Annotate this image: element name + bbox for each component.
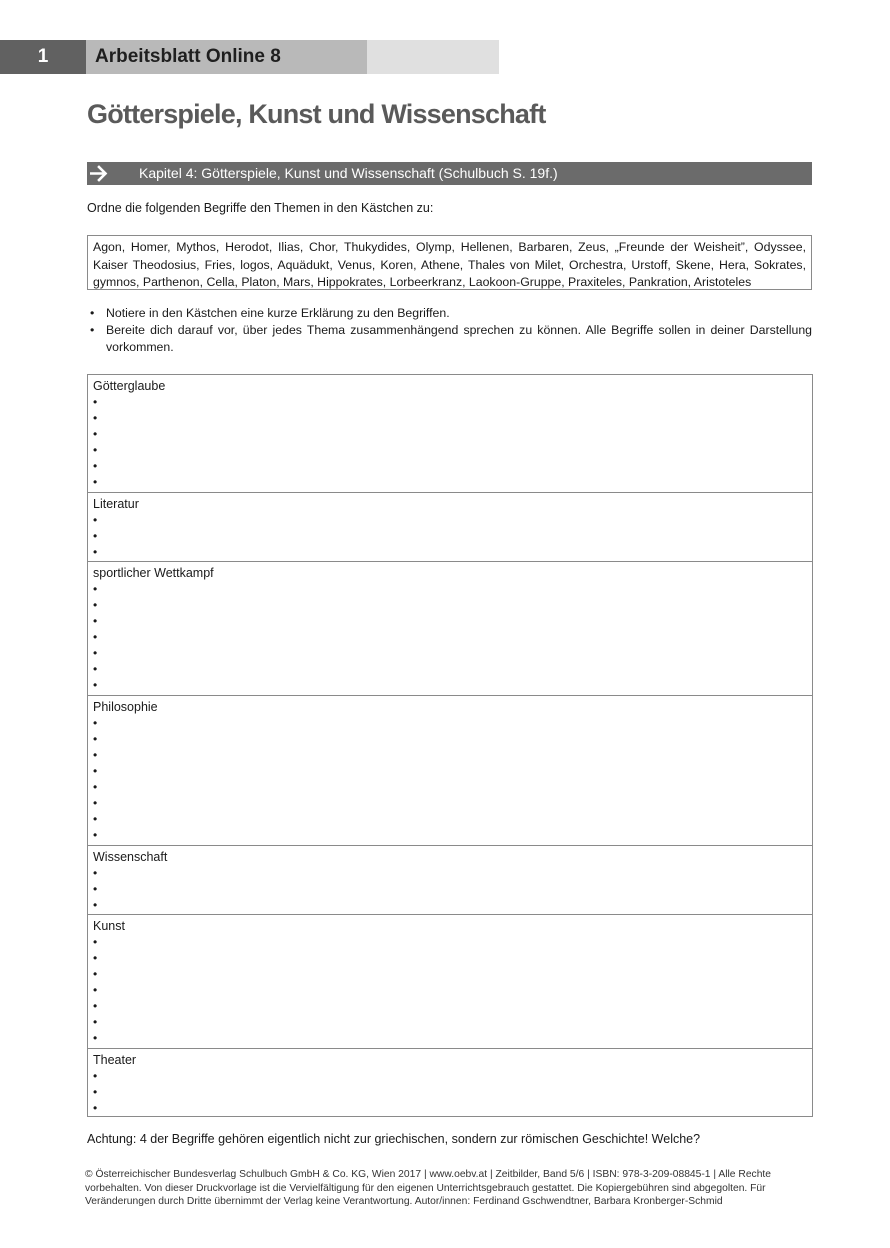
worksheet-header: [0, 40, 499, 74]
bullet-line[interactable]: •: [93, 646, 98, 660]
theme-title: Wissenschaft: [93, 850, 168, 864]
bullet-line[interactable]: •: [93, 866, 98, 880]
theme-title: Theater: [93, 1053, 137, 1067]
bullet-line[interactable]: •: [93, 983, 98, 997]
bullet-line[interactable]: •: [93, 935, 98, 949]
bullet-line[interactable]: •: [93, 459, 98, 473]
bullet-line[interactable]: •: [93, 678, 98, 692]
footer: [85, 1168, 805, 1209]
themes-table: [87, 374, 813, 1117]
worksheet-title: Arbeitsblatt Online 8: [86, 40, 367, 74]
page-number: 1: [0, 40, 86, 74]
bullet-line[interactable]: •: [93, 812, 98, 826]
chapter-title: Kapitel 4: Götterspiele, Kunst und Wissenschaft (Schulbuch S. 19f.): [139, 165, 558, 181]
theme-box[interactable]: [88, 562, 812, 696]
theme-box[interactable]: [88, 1049, 812, 1118]
page-title: Götterspiele, Kunst und Wissenschaft: [87, 99, 546, 129]
bullet-line[interactable]: •: [93, 828, 98, 842]
bullet-line[interactable]: •: [93, 796, 98, 810]
bullet-line[interactable]: •: [93, 582, 98, 596]
instruction-text: Ordne die folgenden Begriffe den Themen in den Kästchen zu:: [87, 201, 434, 215]
bullet-line[interactable]: •: [93, 545, 98, 559]
theme-title: Kunst: [93, 919, 125, 933]
bullet-line[interactable]: •: [93, 1031, 98, 1045]
footer-line: © Österreichischer Bundesverlag Schulbuch GmbH & Co. KG, Wien 2017 | www.oebv.at | Zeitbilder, Band 5/6 | ISBN: 978-3-209-08845-1 | Alle Rechte: [85, 1169, 772, 1180]
note-text: Achtung: 4 der Begriffe gehören eigentlich nicht zur griechischen, sondern zur römischen Geschichte! Welche?: [87, 1132, 701, 1146]
bullet-line[interactable]: •: [93, 529, 98, 543]
theme-title: Philosophie: [93, 700, 158, 714]
theme-box[interactable]: [88, 696, 812, 846]
bullet-line[interactable]: •: [93, 614, 98, 628]
footer-line: vorbehalten. Von dieser Druckvorlage ist die Vervielfältigung für den eigenen Unterrichtsgebrauch gestattet. Die Kopiergebühren sind abgegolten. Für: [85, 1182, 766, 1194]
task-list: [87, 305, 812, 356]
footer-line: Veränderungen durch Dritte übernimmt der Verlag keine Verantwortung. Autor/innen: Ferdinand Gschwendtner, Barbara Kronberger-Schmid: [85, 1196, 723, 1208]
bullet-line[interactable]: •: [93, 898, 98, 912]
header-decoration: [367, 40, 499, 74]
bullet-line[interactable]: •: [93, 764, 98, 778]
bullet-line[interactable]: •: [93, 630, 98, 644]
terms-box: Agon, Homer, Mythos, Herodot, Ilias, Chor, Thukydides, Olymp, Hellenen, Barbaren, Zeus, „Freunde der Weisheit”, Odyssee, Kaiser Theodosius, Fries, logos, Aquädukt, Venus, Koren, Athene, Thales von Milet, Orchestra, Urstoff, Skene, Hera, Sokrates, gymnos, Parthenon, Cella, Platon, Mars, Hippokrates, Lorbeerkranz, Laokoon-Gruppe, Praxiteles, Pankration, Aristoteles: [87, 235, 812, 290]
bullet-line[interactable]: •: [93, 748, 98, 762]
bullet-line[interactable]: •: [93, 1101, 98, 1115]
bullet-line[interactable]: •: [93, 1085, 98, 1099]
chapter-bar: [87, 162, 812, 185]
theme-box[interactable]: [88, 375, 812, 493]
bullet-line[interactable]: •: [93, 732, 98, 746]
bullet-line[interactable]: •: [93, 513, 98, 527]
bullet-line[interactable]: •: [93, 882, 98, 896]
bullet-line[interactable]: •: [93, 967, 98, 981]
theme-title: Literatur: [93, 497, 139, 511]
bullet-line[interactable]: •: [93, 1069, 98, 1083]
task-item: • Bereite dich darauf vor, über jedes Thema zusammenhängend sprechen zu können. Alle Begriffe sollen in deiner Darstellung vorkommen.: [87, 322, 812, 356]
theme-box[interactable]: [88, 493, 812, 562]
arrow-right-icon: [90, 162, 108, 185]
theme-title: sportlicher Wettkampf: [93, 566, 214, 580]
theme-box[interactable]: [88, 915, 812, 1049]
bullet-line[interactable]: •: [93, 475, 98, 489]
theme-title: Götterglaube: [93, 379, 166, 393]
bullet-line[interactable]: •: [93, 662, 98, 676]
bullet-line[interactable]: •: [93, 598, 98, 612]
theme-box[interactable]: [88, 846, 812, 915]
bullet-line[interactable]: •: [93, 999, 98, 1013]
bullet-line[interactable]: •: [93, 395, 98, 409]
bullet-line[interactable]: •: [93, 1015, 98, 1029]
bullet-line[interactable]: •: [93, 443, 98, 457]
bullet-line[interactable]: •: [93, 716, 98, 730]
bullet-line[interactable]: •: [93, 951, 98, 965]
bullet-line[interactable]: •: [93, 411, 98, 425]
bullet-line[interactable]: •: [93, 427, 98, 441]
bullet-line[interactable]: •: [93, 780, 98, 794]
task-item: • Notiere in den Kästchen eine kurze Erklärung zu den Begriffen.: [87, 305, 812, 322]
